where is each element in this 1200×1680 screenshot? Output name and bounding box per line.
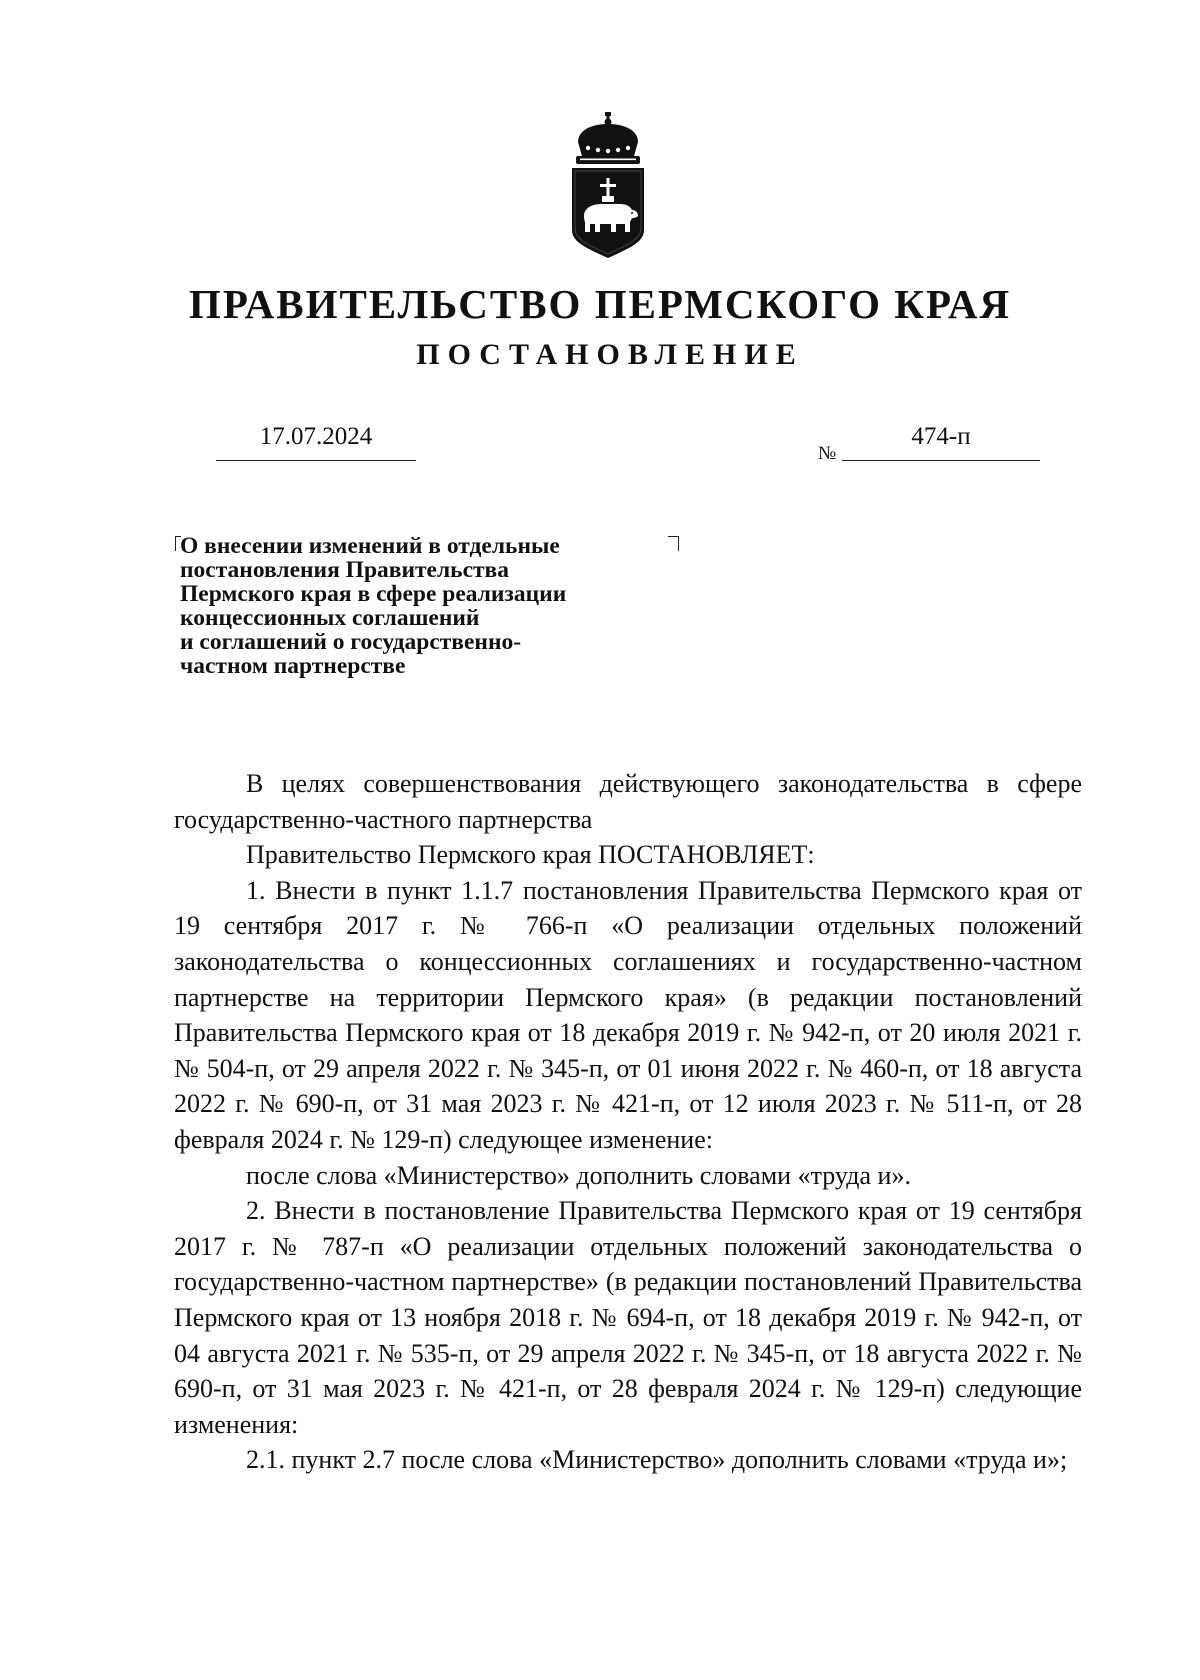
subject-line: О внесении изменений в отдельные (180, 533, 560, 559)
organization-title: ПРАВИТЕЛЬСТВО ПЕРМСКОГО КРАЯ (188, 281, 1012, 327)
document-number: 474-п (842, 420, 1040, 461)
document-type: ПОСТАНОВЛЕНИЕ (416, 338, 804, 371)
resolves-paragraph: Правительство Пермского края ПОСТАНОВЛЯЕТ: (246, 840, 815, 870)
subject-line: и соглашений о государственно- (180, 629, 522, 655)
number-label: № (818, 443, 837, 464)
subject-line: постановления Правительства (180, 557, 509, 583)
document-subject (180, 534, 680, 678)
perm-krai-coat-of-arms-icon (564, 112, 652, 262)
subject-line: частном партнерстве (180, 653, 406, 679)
item-2-1-paragraph: 2.1. пункт 2.7 после слова «Министерство» дополнить словами «труда и»; (246, 1445, 1068, 1475)
item-1-paragraph: 1. Внести в пункт 1.1.7 постановления Правительства Пермского края от 19 сентября 2017 г. № 766-п «О реализации отдельных положений законодательства о концессионных соглашениях и государственно-частном партнерстве на территории Пермского края» (в редакции постановлений Правительства Пермского края от 18 декабря 2019 г. № 942-п, от 20 июля 2021 г. № 504-п, от 29 апреля 2022 г. № 345-п, от 01 июня 2022 г. № 460-п, от 18 августа 2022 г. № 690-п, от 31 мая 2023 г. № 421-п, от 12 июля 2023 г. № 511-п, от 28 февраля 2024 г. № 129-п) следующее изменение: (174, 875, 1082, 1154)
item-2-paragraph: 2. Внести в постановление Правительства Пермского края от 19 сентября 2017 г. № 787-п «О реализации отдельных положений законодательства о государственно-частном партнерстве» (в редакции постановлений Правительства Пермского края от 13 ноября 2018 г. № 694-п, от 18 декабря 2019 г. № 942-п, от 04 августа 2021 г. № 535-п, от 29 апреля 2022 г. № 345-п, от 18 августа 2022 г. № 690-п, от 31 мая 2023 г. № 421-п, от 28 февраля 2024 г. № 129-п) следующие изменения: (174, 1196, 1082, 1439)
subject-line: Пермского края в сфере реализации (180, 581, 567, 607)
document-date: 17.07.2024 (216, 420, 416, 461)
document-body (174, 766, 1082, 1478)
item-1-change-paragraph: после слова «Министерство» дополнить словами «труда и». (246, 1160, 911, 1190)
preamble-paragraph: В целях совершенствования действующего законодательства в сфере государственно-частного партнерства (174, 769, 1082, 834)
subject-line: концессионных соглашений (180, 605, 480, 631)
